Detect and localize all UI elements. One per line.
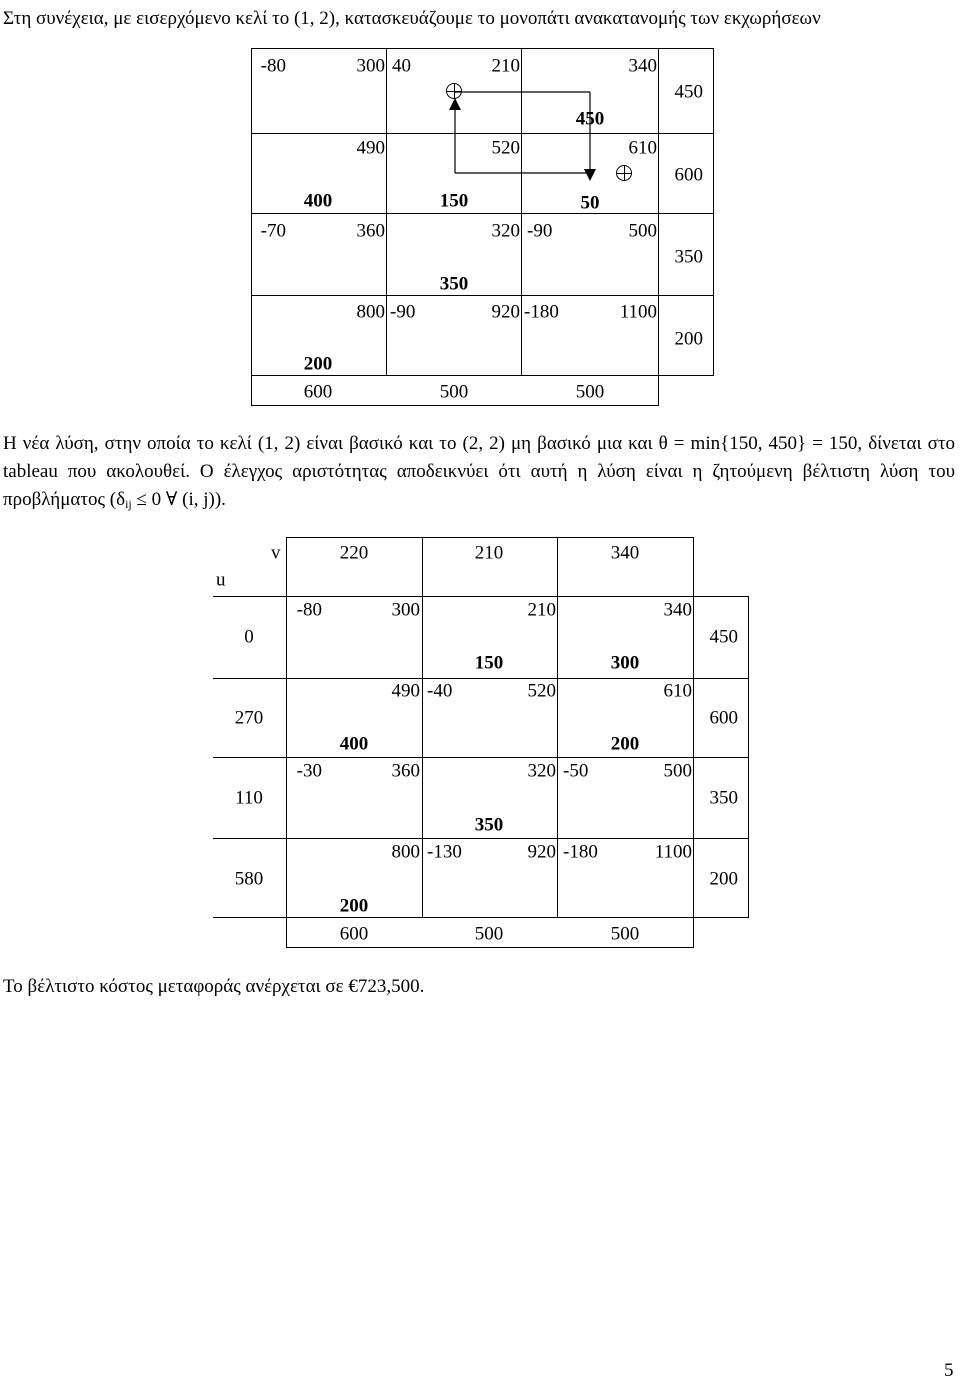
- cell-delta: -90: [527, 220, 553, 242]
- demand-value: 600: [303, 381, 333, 403]
- tableau2-row-divider: [213, 757, 749, 758]
- entering-cell-plus-icon: [446, 83, 462, 99]
- cell-allocation: 300: [610, 652, 640, 674]
- tableau2-row-divider: [213, 596, 749, 597]
- cell-cost: 300: [391, 599, 420, 621]
- tableau2-row-divider: [213, 917, 749, 918]
- tableau2-col-divider: [693, 537, 694, 947]
- v-label: v: [271, 542, 281, 564]
- cell-delta: -70: [260, 220, 286, 242]
- cell-cost: 210: [491, 55, 520, 77]
- cell-cost: 360: [356, 220, 385, 242]
- u-value: 270: [234, 707, 264, 729]
- demand-value: 500: [474, 923, 504, 945]
- cell-allocation: 450: [575, 108, 605, 130]
- paragraph-text: Η νέα λύση, στην οποία το κελί (1, 2) είναι βασικό και το (2, 2) μη βασικό μια και θ = min{150, 450} = 150, δίνεται στο tableau που ακολουθεί. Ο έλεγχος αριστότητας αποδεικνύει ότι αυτή η λύση είναι η ζητούμενη βέλτιστη λύση του προβλήματος (δ: [3, 433, 955, 510]
- cell-cost: 340: [628, 55, 657, 77]
- conclusion-text: Το βέλτιστο κόστος μεταφοράς ανέρχεται σε €723,500.: [3, 976, 425, 997]
- cell-allocation: 200: [339, 895, 369, 917]
- demand-value: 600: [339, 923, 369, 945]
- cell-cost: 340: [663, 599, 692, 621]
- supply-value: 450: [709, 626, 738, 648]
- cell-delta: -90: [390, 301, 416, 323]
- cell-delta: -80: [260, 55, 286, 77]
- u-value: 0: [244, 626, 254, 648]
- cell-delta: -180: [524, 301, 559, 323]
- paragraph-tail: ≤ 0 ∀ (i, j)).: [131, 489, 226, 510]
- demand-value: 500: [610, 923, 640, 945]
- supply-value: 350: [709, 787, 738, 809]
- cell-cost: 210: [527, 599, 556, 621]
- cell-cost: 490: [391, 680, 420, 702]
- cell-delta: -40: [427, 680, 453, 702]
- cell-cost: 920: [527, 841, 556, 863]
- cell-cost: 610: [628, 137, 657, 159]
- cell-cost: 500: [663, 760, 692, 782]
- supply-value: 450: [674, 81, 703, 103]
- cell-allocation: 200: [610, 733, 640, 755]
- cell-allocation: 200: [303, 353, 333, 375]
- supply-value: 350: [674, 246, 703, 268]
- cell-cost: 1100: [619, 301, 657, 323]
- tableau2-row-divider: [213, 838, 749, 839]
- cell-cost: 800: [356, 301, 385, 323]
- cell-cost: 1100: [654, 841, 692, 863]
- cell-delta: -180: [563, 841, 598, 863]
- supply-value: 200: [709, 868, 738, 890]
- tableau2-left-border: [286, 537, 287, 947]
- cell-cost: 490: [356, 137, 385, 159]
- tableau2-bottom-border: [286, 947, 694, 948]
- cell-cost: 800: [391, 841, 420, 863]
- cell-allocation: 400: [303, 190, 333, 212]
- cell-cost: 320: [491, 220, 520, 242]
- solution-paragraph: [3, 430, 955, 518]
- cell-allocation: 400: [339, 733, 369, 755]
- v-value: 220: [339, 542, 369, 564]
- u-label: u: [216, 569, 226, 591]
- u-value: 580: [234, 868, 264, 890]
- v-value: 210: [474, 542, 504, 564]
- supply-value: 600: [709, 707, 738, 729]
- tableau2-col-divider: [422, 537, 423, 917]
- cell-delta: -80: [296, 599, 322, 621]
- cell-delta: 40: [392, 55, 411, 77]
- cell-allocation: 150: [474, 652, 504, 674]
- cell-cost: 320: [527, 760, 556, 782]
- demand-value: 500: [575, 381, 605, 403]
- supply-value: 600: [674, 164, 703, 186]
- intro-text: Στη συνέχεια, με εισερχόμενο κελί το (1, 2), κατασκευάζουμε το μονοπάτι ανακατανομής των εκχωρήσεων: [3, 8, 821, 29]
- cell-allocation: 50: [580, 192, 600, 214]
- supply-value: 200: [674, 328, 703, 350]
- cell-allocation: 350: [474, 814, 504, 836]
- cell-allocation: 350: [439, 273, 469, 295]
- cell-cost: 360: [391, 760, 420, 782]
- cell-delta: -30: [296, 760, 322, 782]
- u-value: 110: [235, 787, 263, 809]
- cell-delta: -50: [563, 760, 589, 782]
- v-value: 340: [610, 542, 640, 564]
- cell-cost: 610: [663, 680, 692, 702]
- cell-cost: 920: [491, 301, 520, 323]
- cell-cost: 520: [527, 680, 556, 702]
- page-number: 5: [944, 1360, 954, 1381]
- paragraph-subscript: ij: [125, 497, 132, 511]
- cell-cost: 300: [356, 55, 385, 77]
- tableau2-row-divider: [213, 678, 749, 679]
- cell-allocation: 150: [439, 190, 469, 212]
- tableau2-top-border: [286, 537, 693, 538]
- cell-cost: 500: [628, 220, 657, 242]
- cell-delta: -130: [427, 841, 462, 863]
- plus-icon: [616, 165, 632, 181]
- demand-value: 500: [439, 381, 469, 403]
- tableau2-col-divider: [557, 537, 558, 917]
- cell-cost: 520: [491, 137, 520, 159]
